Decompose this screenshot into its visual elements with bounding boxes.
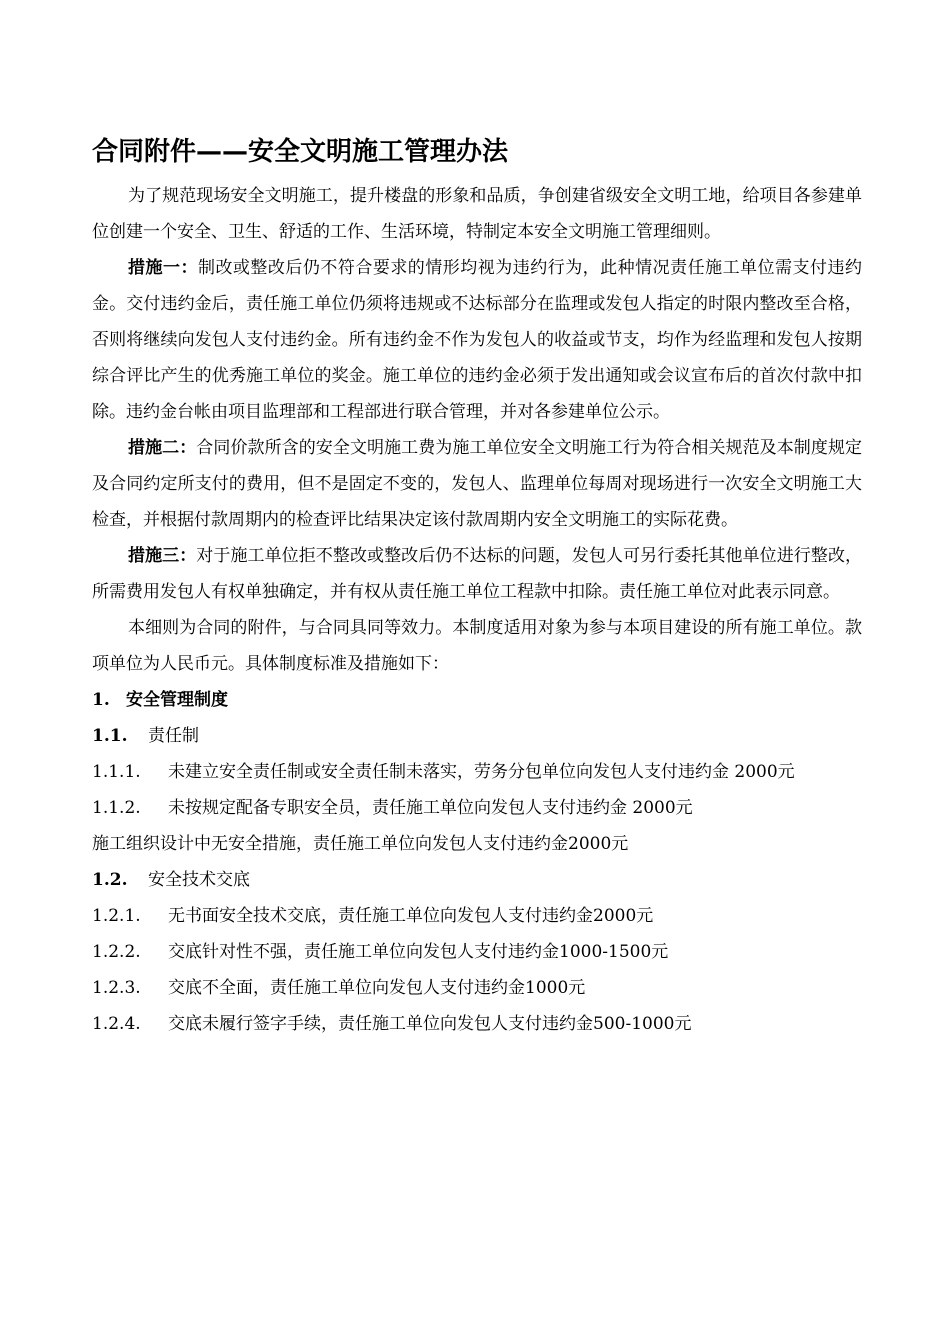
section-1-1-heading (92, 718, 862, 754)
section-1-2-heading (92, 862, 862, 898)
measure-2-label: 措施二： (128, 438, 197, 458)
unnumbered-item: 施工组织设计中无安全措施，责任施工单位向发包人支付违约金2000元 (92, 834, 629, 854)
item-number: 1.2.1. (92, 906, 141, 926)
section-1-1-title: 责任制 (148, 726, 199, 746)
section-1-2-title: 安全技术交底 (148, 870, 250, 890)
list-item (92, 790, 862, 826)
section-1-2-number: 1.2. (92, 870, 128, 890)
measure-2-text: 合同价款所含的安全文明施工费为施工单位安全文明施工行为符合相关规范及本制度规定及合同约定所支付的费用，但不是固定不变的，发包人、监理单位每周对现场进行一次安全文明施工大检查，并根据付款周期内的检查评比结果决定该付款周期内安全文明施工的实际花费。 (92, 438, 863, 530)
list-item (92, 934, 862, 970)
section-1-number: 1. (92, 690, 110, 710)
list-item (92, 970, 862, 1006)
measure-1-text: 制改或整改后仍不符合要求的情形均视为违约行为，此种情况责任施工单位需支付违约金。交付违约金后，责任施工单位仍须将违规或不达标部分在监理或发包人指定的时限内整改至合格，否则将继续向发包人支付违约金。所有违约金不作为发包人的收益或节支，均作为经监理和发包人按期综合评比产生的优秀施工单位的奖金。施工单位的违约金必须于发出通知或会议宣布后的首次付款中扣除。违约金台帐由项目监理部和工程部进行联合管理，并对各参建单位公示。 (92, 258, 863, 422)
item-text: 未按规定配备专职安全员，责任施工单位向发包人支付违约金 2000元 (168, 798, 693, 818)
list-item (92, 898, 862, 934)
measure-3-label: 措施三： (128, 546, 197, 566)
item-text: 交底不全面，责任施工单位向发包人支付违约金1000元 (168, 978, 586, 998)
intro-paragraph: 为了规范现场安全文明施工，提升楼盘的形象和品质，争创建省级安全文明工地，给项目各参建单位创建一个安全、卫生、舒适的工作、生活环境，特制定本安全文明施工管理细则。 (92, 186, 862, 242)
item-number: 1.1.1. (92, 762, 141, 782)
item-number: 1.2.2. (92, 942, 141, 962)
measure-3-text: 对于施工单位拒不整改或整改后仍不达标的问题，发包人可另行委托其他单位进行整改，所需费用发包人有权单独确定，并有权从责任施工单位工程款中扣除。责任施工单位对此表示同意。 (92, 546, 863, 602)
section-1-title: 安全管理制度 (126, 690, 228, 710)
item-number: 1.2.3. (92, 978, 141, 998)
measure-1-paragraph (92, 250, 862, 430)
item-text: 无书面安全技术交底，责任施工单位向发包人支付违约金2000元 (168, 906, 654, 926)
document-title: 合同附件——安全文明施工管理办法 (92, 137, 509, 167)
closing-paragraph: 本细则为合同的附件，与合同具同等效力。本制度适用对象为参与本项目建设的所有施工单位。款项单位为人民币元。具体制度标准及措施如下： (92, 618, 862, 674)
measure-3-paragraph (92, 538, 862, 610)
item-text: 交底针对性不强，责任施工单位向发包人支付违约金1000-1500元 (168, 942, 669, 962)
item-number: 1.2.4. (92, 1014, 141, 1034)
section-1-1-number: 1.1. (92, 726, 128, 746)
list-item (92, 754, 862, 790)
section-1-heading (92, 682, 862, 718)
item-number: 1.1.2. (92, 798, 141, 818)
item-text: 交底未履行签字手续，责任施工单位向发包人支付违约金500-1000元 (168, 1014, 692, 1034)
list-item (92, 1006, 862, 1042)
item-text: 未建立安全责任制或安全责任制未落实，劳务分包单位向发包人支付违约金 2000元 (168, 762, 795, 782)
document-page (92, 128, 862, 1042)
measure-1-label: 措施一： (128, 258, 198, 278)
measure-2-paragraph (92, 430, 862, 538)
